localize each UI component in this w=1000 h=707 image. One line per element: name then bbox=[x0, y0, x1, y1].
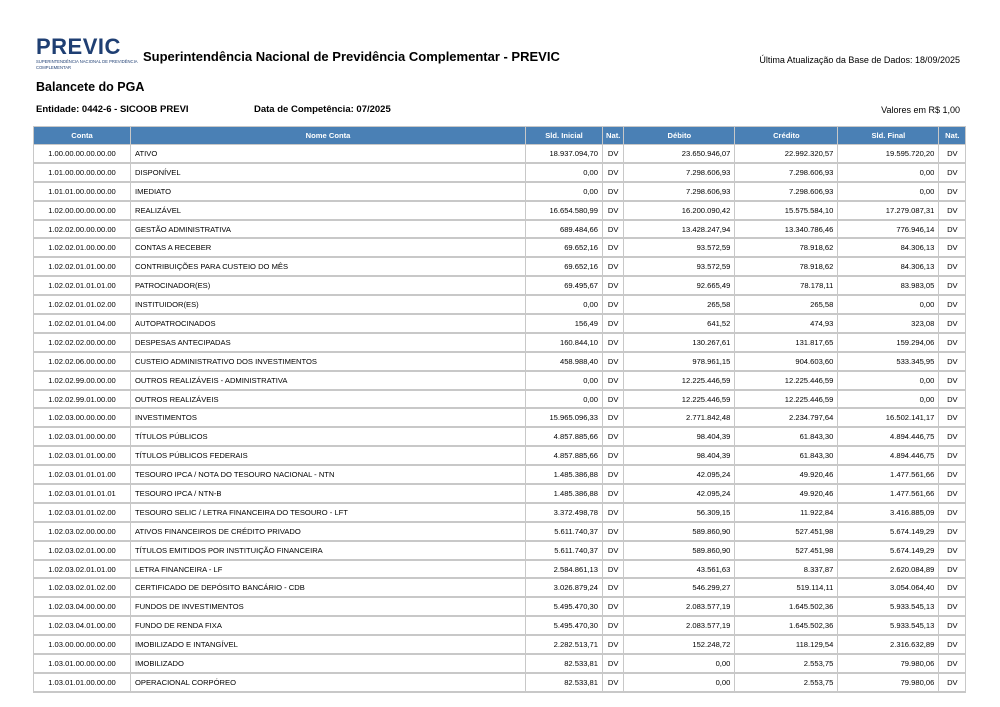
cell-conta: 1.02.00.00.00.00.00 bbox=[34, 201, 131, 220]
cell-nome-conta: OUTROS REALIZÁVEIS bbox=[131, 390, 526, 409]
entity-label: Entidade: 0442-6 - SICOOB PREVI bbox=[36, 104, 189, 115]
cell-credito: 131.817,65 bbox=[735, 333, 838, 352]
cell-credito: 1.645.502,36 bbox=[735, 597, 838, 616]
cell-nat-inicial: DV bbox=[603, 446, 624, 465]
cell-debito: 43.561,63 bbox=[624, 560, 735, 579]
cell-nome-conta: TESOURO IPCA / NTN-B bbox=[131, 484, 526, 503]
table-row bbox=[34, 673, 966, 692]
table-row bbox=[34, 522, 966, 541]
cell-conta: 1.02.02.99.01.00.00 bbox=[34, 390, 131, 409]
cell-nome-conta: FUNDOS DE INVESTIMENTOS bbox=[131, 597, 526, 616]
cell-nat-inicial: DV bbox=[603, 182, 624, 201]
cell-nome-conta: GESTÃO ADMINISTRATIVA bbox=[131, 220, 526, 239]
cell-nome-conta: FUNDO DE RENDA FIXA bbox=[131, 616, 526, 635]
cell-nat-final: DV bbox=[939, 578, 966, 597]
table-row bbox=[34, 371, 966, 390]
cell-debito: 7.298.606,93 bbox=[624, 182, 735, 201]
cell-sld-inicial: 0,00 bbox=[526, 371, 603, 390]
cell-credito: 22.992.320,57 bbox=[735, 145, 838, 163]
cell-sld-final: 3.054.064,40 bbox=[838, 578, 939, 597]
last-update: Última Atualização da Base de Dados: 18/09/2025 bbox=[759, 55, 960, 65]
cell-nat-inicial: DV bbox=[603, 163, 624, 182]
cell-sld-inicial: 5.611.740,37 bbox=[526, 522, 603, 541]
units-label: Valores em R$ 1,00 bbox=[881, 105, 960, 115]
cell-nat-inicial: DV bbox=[603, 560, 624, 579]
cell-nat-final: DV bbox=[939, 522, 966, 541]
logo-wordmark: PREVIC bbox=[36, 34, 121, 59]
cell-credito: 8.337,87 bbox=[735, 560, 838, 579]
cell-debito: 2.083.577,19 bbox=[624, 597, 735, 616]
cell-conta: 1.02.02.00.00.00.00 bbox=[34, 220, 131, 239]
cell-conta: 1.03.01.00.00.00.00 bbox=[34, 654, 131, 673]
cell-nome-conta: IMOBILIZADO E INTANGÍVEL bbox=[131, 635, 526, 654]
column-header-sld-final: Sld. Final bbox=[838, 127, 939, 145]
table-row bbox=[34, 408, 966, 427]
cell-credito: 1.645.502,36 bbox=[735, 616, 838, 635]
cell-nat-final: DV bbox=[939, 597, 966, 616]
cell-sld-final: 84.306,13 bbox=[838, 257, 939, 276]
cell-credito: 13.340.786,46 bbox=[735, 220, 838, 239]
table-row bbox=[34, 635, 966, 654]
cell-sld-inicial: 458.988,40 bbox=[526, 352, 603, 371]
cell-debito: 589.860,90 bbox=[624, 522, 735, 541]
cell-debito: 641,52 bbox=[624, 314, 735, 333]
cell-credito: 78.178,11 bbox=[735, 276, 838, 295]
cell-debito: 98.404,39 bbox=[624, 427, 735, 446]
cell-debito: 56.309,15 bbox=[624, 503, 735, 522]
table-row bbox=[34, 484, 966, 503]
cell-sld-inicial: 69.495,67 bbox=[526, 276, 603, 295]
cell-conta: 1.02.02.02.00.00.00 bbox=[34, 333, 131, 352]
cell-credito: 474,93 bbox=[735, 314, 838, 333]
cell-debito: 130.267,61 bbox=[624, 333, 735, 352]
cell-sld-inicial: 4.857.885,66 bbox=[526, 446, 603, 465]
cell-sld-final: 5.933.545,13 bbox=[838, 616, 939, 635]
cell-conta: 1.02.03.01.01.00.00 bbox=[34, 446, 131, 465]
cell-conta: 1.02.02.06.00.00.00 bbox=[34, 352, 131, 371]
cell-nome-conta: PATROCINADOR(ES) bbox=[131, 276, 526, 295]
cell-nat-inicial: DV bbox=[603, 390, 624, 409]
cell-sld-final: 0,00 bbox=[838, 182, 939, 201]
cell-sld-final: 5.674.149,29 bbox=[838, 541, 939, 560]
cell-sld-inicial: 1.485.386,88 bbox=[526, 465, 603, 484]
org-title: Superintendência Nacional de Previdência Complementar - PREVIC bbox=[143, 49, 560, 64]
cell-nat-inicial: DV bbox=[603, 635, 624, 654]
cell-sld-inicial: 69.652,16 bbox=[526, 238, 603, 257]
cell-nat-final: DV bbox=[939, 465, 966, 484]
cell-nat-final: DV bbox=[939, 314, 966, 333]
cell-sld-inicial: 0,00 bbox=[526, 182, 603, 201]
cell-nome-conta: OUTROS REALIZÁVEIS - ADMINISTRATIVA bbox=[131, 371, 526, 390]
cell-conta: 1.00.00.00.00.00.00 bbox=[34, 145, 131, 163]
cell-sld-final: 83.983,05 bbox=[838, 276, 939, 295]
cell-sld-inicial: 1.485.386,88 bbox=[526, 484, 603, 503]
cell-credito: 7.298.606,93 bbox=[735, 163, 838, 182]
cell-nat-final: DV bbox=[939, 390, 966, 409]
cell-nat-final: DV bbox=[939, 276, 966, 295]
cell-sld-final: 3.416.885,09 bbox=[838, 503, 939, 522]
cell-credito: 12.225.446,59 bbox=[735, 390, 838, 409]
cell-nat-inicial: DV bbox=[603, 484, 624, 503]
table-row bbox=[34, 257, 966, 276]
cell-nat-inicial: DV bbox=[603, 276, 624, 295]
cell-nome-conta: ATIVO bbox=[131, 145, 526, 163]
cell-conta: 1.02.03.01.01.01.01 bbox=[34, 484, 131, 503]
cell-debito: 23.650.946,07 bbox=[624, 145, 735, 163]
cell-nome-conta: IMOBILIZADO bbox=[131, 654, 526, 673]
cell-nat-final: DV bbox=[939, 673, 966, 692]
cell-nat-inicial: DV bbox=[603, 238, 624, 257]
cell-nat-final: DV bbox=[939, 182, 966, 201]
competence-label: Data de Competência: 07/2025 bbox=[254, 104, 391, 115]
table-row bbox=[34, 503, 966, 522]
cell-sld-final: 4.894.446,75 bbox=[838, 446, 939, 465]
cell-sld-final: 84.306,13 bbox=[838, 238, 939, 257]
cell-debito: 12.225.446,59 bbox=[624, 371, 735, 390]
cell-sld-inicial: 69.652,16 bbox=[526, 257, 603, 276]
table-row bbox=[34, 276, 966, 295]
cell-conta: 1.02.02.01.01.00.00 bbox=[34, 257, 131, 276]
cell-debito: 16.200.090,42 bbox=[624, 201, 735, 220]
table-row bbox=[34, 578, 966, 597]
cell-sld-inicial: 82.533,81 bbox=[526, 654, 603, 673]
cell-conta: 1.02.02.01.01.02.00 bbox=[34, 295, 131, 314]
cell-debito: 265,58 bbox=[624, 295, 735, 314]
cell-nat-inicial: DV bbox=[603, 522, 624, 541]
cell-nat-final: DV bbox=[939, 635, 966, 654]
cell-debito: 589.860,90 bbox=[624, 541, 735, 560]
cell-nat-final: DV bbox=[939, 295, 966, 314]
cell-credito: 78.918,62 bbox=[735, 238, 838, 257]
cell-conta: 1.02.03.04.00.00.00 bbox=[34, 597, 131, 616]
cell-nome-conta: OPERACIONAL CORPÓREO bbox=[131, 673, 526, 692]
column-header-conta: Conta bbox=[34, 127, 131, 145]
cell-nome-conta: TÍTULOS EMITIDOS POR INSTITUIÇÃO FINANCEIRA bbox=[131, 541, 526, 560]
cell-debito: 42.095,24 bbox=[624, 484, 735, 503]
cell-conta: 1.02.02.99.00.00.00 bbox=[34, 371, 131, 390]
cell-sld-inicial: 18.937.094,70 bbox=[526, 145, 603, 163]
cell-debito: 92.665,49 bbox=[624, 276, 735, 295]
cell-nome-conta: INSTITUIDOR(ES) bbox=[131, 295, 526, 314]
cell-credito: 2.553,75 bbox=[735, 673, 838, 692]
cell-nome-conta: TESOURO SELIC / LETRA FINANCEIRA DO TESOURO - LFT bbox=[131, 503, 526, 522]
cell-credito: 61.843,30 bbox=[735, 446, 838, 465]
table-row bbox=[34, 616, 966, 635]
cell-nat-inicial: DV bbox=[603, 408, 624, 427]
cell-conta: 1.02.03.04.01.00.00 bbox=[34, 616, 131, 635]
cell-nat-final: DV bbox=[939, 257, 966, 276]
cell-nat-final: DV bbox=[939, 654, 966, 673]
cell-nat-inicial: DV bbox=[603, 465, 624, 484]
cell-credito: 12.225.446,59 bbox=[735, 371, 838, 390]
cell-conta: 1.02.02.01.01.01.00 bbox=[34, 276, 131, 295]
cell-debito: 152.248,72 bbox=[624, 635, 735, 654]
cell-nat-final: DV bbox=[939, 145, 966, 163]
cell-sld-inicial: 5.495.470,30 bbox=[526, 616, 603, 635]
cell-nat-inicial: DV bbox=[603, 673, 624, 692]
cell-credito: 527.451,98 bbox=[735, 522, 838, 541]
cell-debito: 546.299,27 bbox=[624, 578, 735, 597]
cell-debito: 12.225.446,59 bbox=[624, 390, 735, 409]
cell-sld-final: 776.946,14 bbox=[838, 220, 939, 239]
cell-nat-inicial: DV bbox=[603, 352, 624, 371]
column-header-debito: Débito bbox=[624, 127, 735, 145]
cell-sld-inicial: 5.611.740,37 bbox=[526, 541, 603, 560]
column-header-sld-inicial: Sld. Inicial bbox=[526, 127, 603, 145]
cell-conta: 1.01.00.00.00.00.00 bbox=[34, 163, 131, 182]
cell-nome-conta: IMEDIATO bbox=[131, 182, 526, 201]
cell-sld-final: 16.502.141,17 bbox=[838, 408, 939, 427]
cell-nome-conta: ATIVOS FINANCEIROS DE CRÉDITO PRIVADO bbox=[131, 522, 526, 541]
cell-sld-final: 0,00 bbox=[838, 163, 939, 182]
column-header-credito: Crédito bbox=[735, 127, 838, 145]
cell-nat-inicial: DV bbox=[603, 257, 624, 276]
cell-sld-inicial: 0,00 bbox=[526, 163, 603, 182]
table-row bbox=[34, 238, 966, 257]
cell-conta: 1.02.03.00.00.00.00 bbox=[34, 408, 131, 427]
table-row bbox=[34, 220, 966, 239]
cell-debito: 0,00 bbox=[624, 673, 735, 692]
cell-nat-final: DV bbox=[939, 427, 966, 446]
cell-nat-inicial: DV bbox=[603, 616, 624, 635]
cell-sld-final: 0,00 bbox=[838, 390, 939, 409]
column-header-nome-conta: Nome Conta bbox=[131, 127, 526, 145]
cell-credito: 11.922,84 bbox=[735, 503, 838, 522]
cell-credito: 49.920,46 bbox=[735, 484, 838, 503]
cell-nat-final: DV bbox=[939, 352, 966, 371]
cell-sld-final: 5.933.545,13 bbox=[838, 597, 939, 616]
cell-sld-final: 79.980,06 bbox=[838, 654, 939, 673]
cell-sld-final: 19.595.720,20 bbox=[838, 145, 939, 163]
cell-sld-inicial: 689.484,66 bbox=[526, 220, 603, 239]
table-row bbox=[34, 560, 966, 579]
cell-sld-final: 4.894.446,75 bbox=[838, 427, 939, 446]
cell-nome-conta: DESPESAS ANTECIPADAS bbox=[131, 333, 526, 352]
cell-nat-final: DV bbox=[939, 220, 966, 239]
cell-nome-conta: CONTAS A RECEBER bbox=[131, 238, 526, 257]
table-row bbox=[34, 446, 966, 465]
cell-sld-inicial: 82.533,81 bbox=[526, 673, 603, 692]
table-row bbox=[34, 201, 966, 220]
cell-nome-conta: INVESTIMENTOS bbox=[131, 408, 526, 427]
cell-sld-inicial: 15.965.096,33 bbox=[526, 408, 603, 427]
cell-nat-inicial: DV bbox=[603, 578, 624, 597]
cell-nat-final: DV bbox=[939, 163, 966, 182]
cell-nat-final: DV bbox=[939, 541, 966, 560]
cell-nat-inicial: DV bbox=[603, 654, 624, 673]
cell-sld-inicial: 160.844,10 bbox=[526, 333, 603, 352]
table-row bbox=[34, 182, 966, 201]
cell-nome-conta: AUTOPATROCINADOS bbox=[131, 314, 526, 333]
cell-debito: 978.961,15 bbox=[624, 352, 735, 371]
cell-debito: 2.083.577,19 bbox=[624, 616, 735, 635]
cell-conta: 1.02.03.02.01.01.00 bbox=[34, 560, 131, 579]
cell-nome-conta: REALIZÁVEL bbox=[131, 201, 526, 220]
cell-debito: 93.572,59 bbox=[624, 238, 735, 257]
cell-sld-inicial: 0,00 bbox=[526, 295, 603, 314]
cell-nat-final: DV bbox=[939, 201, 966, 220]
cell-sld-final: 2.620.084,89 bbox=[838, 560, 939, 579]
cell-sld-inicial: 4.857.885,66 bbox=[526, 427, 603, 446]
table-row bbox=[34, 333, 966, 352]
cell-debito: 7.298.606,93 bbox=[624, 163, 735, 182]
cell-conta: 1.02.02.01.00.00.00 bbox=[34, 238, 131, 257]
cell-sld-inicial: 16.654.580,99 bbox=[526, 201, 603, 220]
cell-nat-inicial: DV bbox=[603, 333, 624, 352]
cell-nome-conta: LETRA FINANCEIRA - LF bbox=[131, 560, 526, 579]
cell-nat-inicial: DV bbox=[603, 427, 624, 446]
cell-credito: 61.843,30 bbox=[735, 427, 838, 446]
cell-sld-final: 0,00 bbox=[838, 295, 939, 314]
cell-nome-conta: CERTIFICADO DE DEPÓSITO BANCÁRIO - CDB bbox=[131, 578, 526, 597]
cell-sld-final: 1.477.561,66 bbox=[838, 465, 939, 484]
cell-credito: 49.920,46 bbox=[735, 465, 838, 484]
cell-nat-inicial: DV bbox=[603, 371, 624, 390]
column-header-nat-inicial: Nat. bbox=[603, 127, 624, 145]
cell-nat-inicial: DV bbox=[603, 220, 624, 239]
cell-credito: 15.575.584,10 bbox=[735, 201, 838, 220]
table-row bbox=[34, 654, 966, 673]
cell-conta: 1.02.03.01.01.01.00 bbox=[34, 465, 131, 484]
cell-debito: 93.572,59 bbox=[624, 257, 735, 276]
logo-subtitle: SUPERINTENDÊNCIA NACIONAL DE PREVIDÊNCIA COMPLEMENTAR bbox=[36, 59, 138, 70]
report-title: Balancete do PGA bbox=[36, 80, 145, 94]
cell-credito: 118.129,54 bbox=[735, 635, 838, 654]
cell-nome-conta: TÍTULOS PÚBLICOS bbox=[131, 427, 526, 446]
cell-nat-final: DV bbox=[939, 446, 966, 465]
cell-nat-final: DV bbox=[939, 371, 966, 390]
table-row bbox=[34, 163, 966, 182]
cell-credito: 904.603,60 bbox=[735, 352, 838, 371]
cell-nat-final: DV bbox=[939, 484, 966, 503]
cell-conta: 1.02.03.02.00.00.00 bbox=[34, 522, 131, 541]
cell-credito: 2.553,75 bbox=[735, 654, 838, 673]
cell-credito: 7.298.606,93 bbox=[735, 182, 838, 201]
table-row bbox=[34, 390, 966, 409]
cell-sld-final: 159.294,06 bbox=[838, 333, 939, 352]
cell-conta: 1.03.01.01.00.00.00 bbox=[34, 673, 131, 692]
cell-sld-final: 17.279.087,31 bbox=[838, 201, 939, 220]
cell-debito: 98.404,39 bbox=[624, 446, 735, 465]
cell-sld-final: 1.477.561,66 bbox=[838, 484, 939, 503]
cell-conta: 1.01.01.00.00.00.00 bbox=[34, 182, 131, 201]
cell-debito: 2.771.842,48 bbox=[624, 408, 735, 427]
cell-nat-inicial: DV bbox=[603, 597, 624, 616]
table-row bbox=[34, 352, 966, 371]
cell-sld-final: 79.980,06 bbox=[838, 673, 939, 692]
cell-sld-inicial: 3.372.498,78 bbox=[526, 503, 603, 522]
cell-credito: 527.451,98 bbox=[735, 541, 838, 560]
cell-nat-final: DV bbox=[939, 560, 966, 579]
cell-nome-conta: CONTRIBUIÇÕES PARA CUSTEIO DO MÊS bbox=[131, 257, 526, 276]
table-header bbox=[34, 127, 966, 145]
cell-sld-inicial: 2.282.513,71 bbox=[526, 635, 603, 654]
cell-nat-inicial: DV bbox=[603, 201, 624, 220]
table-row bbox=[34, 145, 966, 163]
cell-nat-final: DV bbox=[939, 408, 966, 427]
cell-sld-final: 5.674.149,29 bbox=[838, 522, 939, 541]
cell-conta: 1.02.03.01.01.02.00 bbox=[34, 503, 131, 522]
cell-nat-inicial: DV bbox=[603, 503, 624, 522]
cell-credito: 519.114,11 bbox=[735, 578, 838, 597]
column-header-nat-final: Nat. bbox=[939, 127, 966, 145]
cell-credito: 2.234.797,64 bbox=[735, 408, 838, 427]
cell-nome-conta: TÍTULOS PÚBLICOS FEDERAIS bbox=[131, 446, 526, 465]
table-row bbox=[34, 465, 966, 484]
cell-sld-final: 0,00 bbox=[838, 371, 939, 390]
table-row bbox=[34, 597, 966, 616]
cell-conta: 1.02.03.02.01.00.00 bbox=[34, 541, 131, 560]
cell-sld-final: 323,08 bbox=[838, 314, 939, 333]
cell-sld-final: 533.345,95 bbox=[838, 352, 939, 371]
cell-debito: 13.428.247,94 bbox=[624, 220, 735, 239]
table-row bbox=[34, 314, 966, 333]
cell-debito: 0,00 bbox=[624, 654, 735, 673]
cell-conta: 1.02.03.02.01.02.00 bbox=[34, 578, 131, 597]
cell-nome-conta: CUSTEIO ADMINISTRATIVO DOS INVESTIMENTOS bbox=[131, 352, 526, 371]
cell-nat-final: DV bbox=[939, 238, 966, 257]
cell-debito: 42.095,24 bbox=[624, 465, 735, 484]
previc-logo bbox=[36, 36, 140, 71]
table-row bbox=[34, 427, 966, 446]
cell-nat-final: DV bbox=[939, 616, 966, 635]
cell-nat-inicial: DV bbox=[603, 314, 624, 333]
cell-conta: 1.03.00.00.00.00.00 bbox=[34, 635, 131, 654]
cell-nat-final: DV bbox=[939, 333, 966, 352]
cell-sld-final: 2.316.632,89 bbox=[838, 635, 939, 654]
cell-credito: 78.918,62 bbox=[735, 257, 838, 276]
table-row bbox=[34, 541, 966, 560]
cell-sld-inicial: 2.584.861,13 bbox=[526, 560, 603, 579]
cell-nome-conta: TESOURO IPCA / NOTA DO TESOURO NACIONAL - NTN bbox=[131, 465, 526, 484]
cell-nome-conta: DISPONÍVEL bbox=[131, 163, 526, 182]
cell-nat-inicial: DV bbox=[603, 145, 624, 163]
cell-conta: 1.02.03.01.00.00.00 bbox=[34, 427, 131, 446]
cell-sld-inicial: 3.026.879,24 bbox=[526, 578, 603, 597]
cell-nat-inicial: DV bbox=[603, 541, 624, 560]
cell-conta: 1.02.02.01.01.04.00 bbox=[34, 314, 131, 333]
cell-nat-inicial: DV bbox=[603, 295, 624, 314]
balance-table bbox=[33, 126, 966, 693]
cell-nat-final: DV bbox=[939, 503, 966, 522]
table-row bbox=[34, 295, 966, 314]
cell-credito: 265,58 bbox=[735, 295, 838, 314]
cell-sld-inicial: 0,00 bbox=[526, 390, 603, 409]
cell-sld-inicial: 156,49 bbox=[526, 314, 603, 333]
cell-sld-inicial: 5.495.470,30 bbox=[526, 597, 603, 616]
